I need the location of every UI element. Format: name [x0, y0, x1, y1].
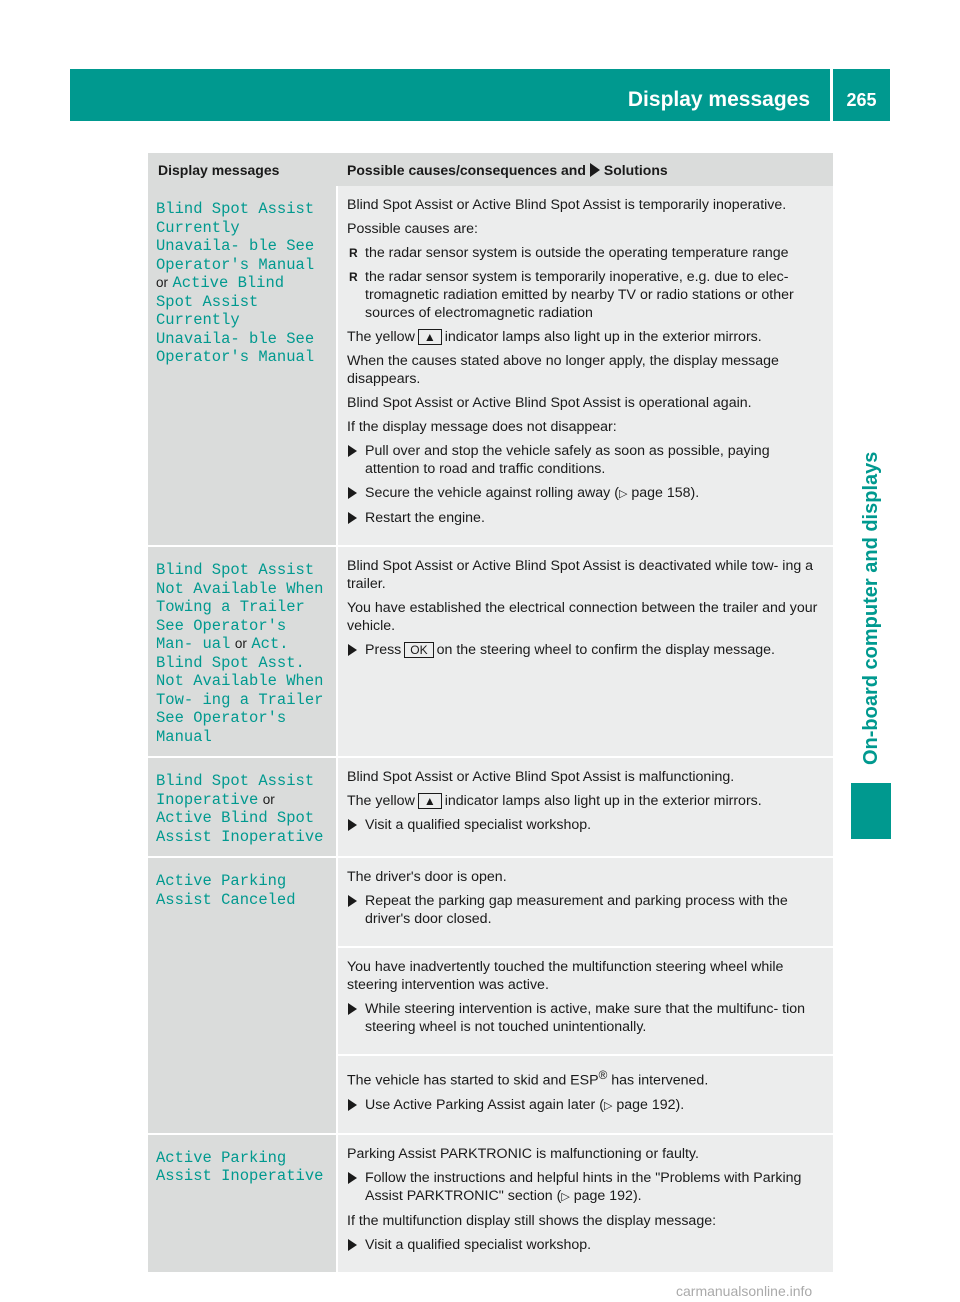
header-bar: [70, 69, 890, 121]
page-number: 265: [846, 90, 877, 110]
step-item: [347, 892, 825, 928]
description-cell: [337, 1134, 833, 1273]
or-text: or: [234, 636, 247, 651]
step-text: Visit a qualified specialist workshop.: [365, 1236, 592, 1253]
display-message: Blind Spot Assist Inoperative: [156, 772, 315, 809]
display-message: Blind Spot Assist Currently Unavaila‐ ble See Operator's Manual: [156, 200, 315, 274]
col-header-causes: [337, 153, 833, 186]
page-reference-link[interactable]: page 192).: [616, 1096, 685, 1113]
description-cell: [337, 546, 833, 757]
step-arrow-icon: [348, 819, 357, 831]
message-cell: [148, 857, 337, 1134]
paragraph: Blind Spot Assist or Active Blind Spot Assist is temporarily inoperative.: [347, 197, 787, 213]
step-item: [347, 509, 825, 527]
step-item: [347, 1000, 825, 1036]
or-text: or: [156, 275, 169, 290]
step-text: on the steering wheel to confirm the display message.: [436, 642, 775, 658]
registered-mark: ®: [598, 1068, 608, 1082]
paragraph-text: has intervened.: [611, 1072, 709, 1089]
step-arrow-icon: [348, 487, 357, 499]
page-pointer-icon: ▷: [561, 1190, 570, 1203]
page-pointer-icon: ▷: [603, 1099, 613, 1112]
side-section-label: [851, 225, 891, 765]
solution-arrow-icon: [590, 163, 600, 177]
side-section-text: On-board computer and displays: [860, 451, 882, 765]
bullet-item: R the radar sensor system is outside the operating temperature range: [347, 244, 825, 262]
message-cell: [148, 757, 337, 857]
paragraph: If the display message does not disappear:: [347, 419, 617, 435]
paragraph: Blind Spot Assist or Active Blind Spot Assist is malfunctioning.: [347, 769, 735, 785]
description-cell: [337, 186, 833, 546]
step-text: Press: [365, 642, 402, 658]
display-message: Active Blind Spot Assist Inoperative: [156, 809, 324, 846]
paragraph: You have inadvertently touched the multifunction steering wheel while steering intervention was active.: [347, 959, 784, 993]
paragraph: When the causes stated above no longer apply, the display message disappears.: [347, 353, 779, 387]
paragraph: [347, 792, 825, 810]
paragraph-text: indicator lamps also light up in the exterior mirrors.: [444, 793, 762, 809]
page-pointer-icon: ▷: [618, 488, 628, 500]
step-arrow-icon: [348, 644, 357, 656]
step-text: Visit a qualified specialist workshop.: [365, 817, 592, 833]
paragraph-text: indicator lamps also light up in the exterior mirrors.: [444, 329, 762, 345]
message-cell: [148, 546, 337, 757]
step-item: [347, 641, 825, 659]
paragraph: The driver's door is open.: [347, 869, 507, 885]
paragraph-text: The vehicle has started to skid and ESP: [347, 1072, 599, 1089]
message-cell: [148, 186, 337, 546]
description-cell: [337, 947, 833, 1055]
col-header-solutions-text: Solutions: [603, 161, 668, 178]
description-cell: [337, 757, 833, 857]
step-item: [347, 442, 825, 478]
table-row: [148, 857, 833, 947]
paragraph: You have established the electrical connection between the trailer and your vehicle.: [347, 600, 818, 634]
bullet-item: R the radar sensor system is temporarily inoperative, e.g. due to elec- tromagnetic radiation emitted by nearby TV or radio stations or other sources of electromagnetic radiation: [347, 268, 825, 322]
message-cell: [148, 1134, 337, 1273]
step-arrow-icon: [348, 1099, 357, 1111]
display-message: Act. Blind Spot Asst. Not Available When Tow‐ ing a Trailer See Operator's Manual: [156, 635, 324, 746]
table-row: [148, 546, 833, 757]
display-message: Active Blind Spot Assist Currently Unavaila‐ ble See Operator's Manual: [156, 274, 315, 366]
table-row: [148, 757, 833, 857]
paragraph: [347, 328, 825, 346]
step-text: Use Active Parking Assist again later (: [365, 1096, 604, 1113]
paragraph: Possible causes are:: [347, 221, 478, 237]
side-section-marker: [851, 783, 891, 839]
description-cell: [337, 1055, 833, 1134]
paragraph: Blind Spot Assist or Active Blind Spot Assist is operational again.: [347, 395, 752, 411]
step-arrow-icon: [348, 1003, 357, 1015]
step-text: Pull over and stop the vehicle safely as soon as possible, paying attention to road and traffic conditions.: [365, 443, 770, 477]
table-row: [148, 186, 833, 546]
paragraph-text: The yellow: [347, 793, 415, 809]
step-text: Secure the vehicle against rolling away (: [365, 485, 619, 501]
step-arrow-icon: [348, 1172, 357, 1184]
table-header-row: [148, 153, 833, 186]
warning-triangle-icon: ▲: [418, 793, 442, 809]
step-text: Restart the engine.: [365, 510, 485, 526]
display-messages-table: [148, 153, 833, 1274]
paragraph-text: The yellow: [347, 329, 415, 345]
or-text: or: [262, 791, 275, 807]
warning-triangle-icon: ▲: [418, 329, 442, 345]
step-text: Repeat the parking gap measurement and parking process with the driver's door closed.: [365, 893, 788, 927]
paragraph: Blind Spot Assist or Active Blind Spot Assist is deactivated while tow- ing a trailer.: [347, 558, 814, 592]
col-header-messages: Display messages: [148, 153, 337, 186]
display-message: Blind Spot Assist Not Available When Towing a Trailer See Operator's Man‐ ual: [156, 561, 324, 653]
step-item: [347, 816, 825, 834]
watermark: carmanualsonline.info: [676, 1283, 813, 1299]
step-arrow-icon: [348, 445, 357, 457]
paragraph: If the multifunction display still shows the display message:: [347, 1212, 717, 1229]
display-message: Active Parking Assist Inoperative: [156, 1148, 324, 1186]
header-title: Display messages: [627, 88, 810, 111]
step-item: [347, 1169, 825, 1206]
paragraph: Parking Assist PARKTRONIC is malfunctioning or faulty.: [347, 1145, 699, 1162]
step-item: [347, 1096, 825, 1115]
col-header-causes-text: Possible causes/consequences and: [347, 161, 586, 178]
ok-button-icon: OK: [404, 642, 433, 658]
page-reference-link[interactable]: page 158).: [631, 485, 700, 501]
description-cell: [337, 857, 833, 947]
step-arrow-icon: [348, 512, 357, 524]
step-arrow-icon: [348, 1239, 357, 1251]
step-item: [347, 484, 825, 503]
step-text: While steering intervention is active, make sure that the multifunc- tion steering wheel is not touched unintentionally.: [365, 1001, 806, 1035]
display-message: Active Parking Assist Canceled: [156, 872, 296, 909]
table-row: [148, 1134, 833, 1273]
step-arrow-icon: [348, 895, 357, 907]
paragraph: [347, 1066, 825, 1090]
step-item: [347, 1236, 825, 1254]
page-reference-link[interactable]: page 192).: [573, 1187, 642, 1204]
step-text: Follow the instructions and helpful hints in the "Problems with Parking Assist PARKTRONIC" section (: [365, 1169, 802, 1204]
